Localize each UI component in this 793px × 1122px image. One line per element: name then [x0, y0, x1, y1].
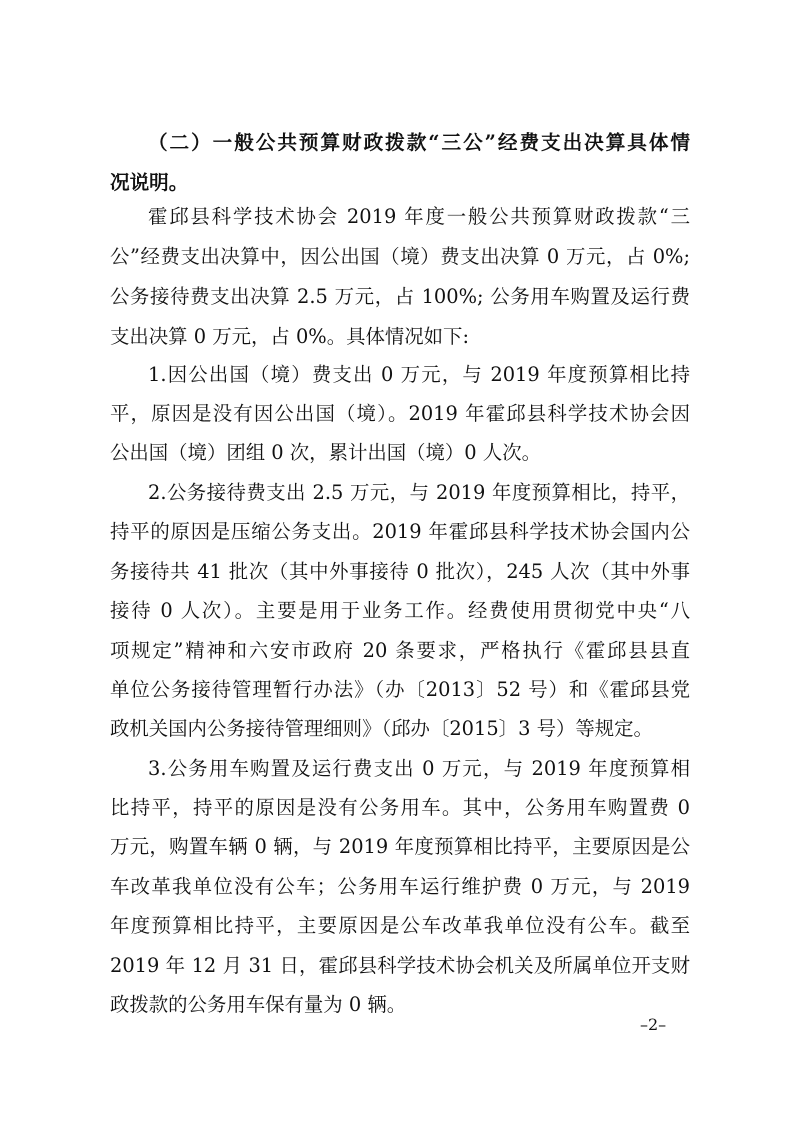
summary-line-4: 支出决算 0 万元，占 0%。具体情况如下:: [110, 325, 469, 348]
item2-line-7: 政机关国内公务接待管理细则》（邱办〔2015〕3 号）等规定。: [110, 717, 653, 740]
item3-line-4: 车改革我单位没有公车；公务用车运行维护费 0 万元，与 2019: [110, 875, 690, 898]
page-number: –2–: [640, 1015, 667, 1034]
summary-line-2: 公”经费支出决算中，因公出国（境）费支出决算 0 万元，占 0%;: [110, 245, 690, 268]
item1-line-1: 1.因公出国（境）费支出 0 万元，与 2019 年度预算相比持: [148, 363, 690, 386]
item3-line-1: 3.公务用车购置及运行费支出 0 万元，与 2019 年度预算相: [148, 757, 690, 780]
item3-line-7: 政拨款的公务用车保有量为 0 辆。: [110, 993, 407, 1016]
item2-line-5: 项规定”精神和六安市政府 20 条要求，严格执行《霍邱县县直: [110, 639, 690, 662]
item1-line-3: 公出国（境）团组 0 次，累计出国（境）0 人次。: [110, 441, 541, 464]
summary-line-1: 霍邱县科学技术协会 2019 年度一般公共预算财政拨款“三: [148, 205, 690, 228]
item3-line-5: 年度预算相比持平，主要原因是公车改革我单位没有公车。截至: [110, 914, 690, 937]
item2-line-3: 务接待共 41 批次（其中外事接待 0 批次），245 人次（其中外事: [110, 560, 690, 583]
section-heading-line-2: 况说明。: [110, 171, 189, 194]
section-heading-line-1: （二）一般公共预算财政拨款“三公”经费支出决算具体情: [148, 131, 690, 154]
item2-line-1: 2.公务接待费支出 2.5 万元，与 2019 年度预算相比，持平，: [148, 481, 690, 504]
item1-line-2: 平，原因是没有因公出国（境）。2019 年霍邱县科学技术协会因: [110, 402, 690, 425]
item2-line-2: 持平的原因是压缩公务支出。2019 年霍邱县科学技术协会国内公: [110, 520, 690, 543]
item3-line-2: 比持平，持平的原因是没有公务用车。其中，公务用车购置费 0: [110, 796, 690, 819]
item2-line-4: 接待 0 人次）。主要是用于业务工作。经费使用贯彻党中央“八: [110, 599, 690, 622]
item3-line-3: 万元，购置车辆 0 辆，与 2019 年度预算相比持平，主要原因是公: [110, 835, 690, 858]
summary-line-3: 公务接待费支出决算 2.5 万元，占 100%; 公务用车购置及运行费: [110, 285, 690, 308]
item3-line-6: 2019 年 12 月 31 日，霍邱县科学技术协会机关及所属单位开支财: [110, 954, 690, 977]
item2-line-6: 单位公务接待管理暂行办法》（办〔2013〕52 号）和《霍邱县党: [110, 678, 690, 701]
